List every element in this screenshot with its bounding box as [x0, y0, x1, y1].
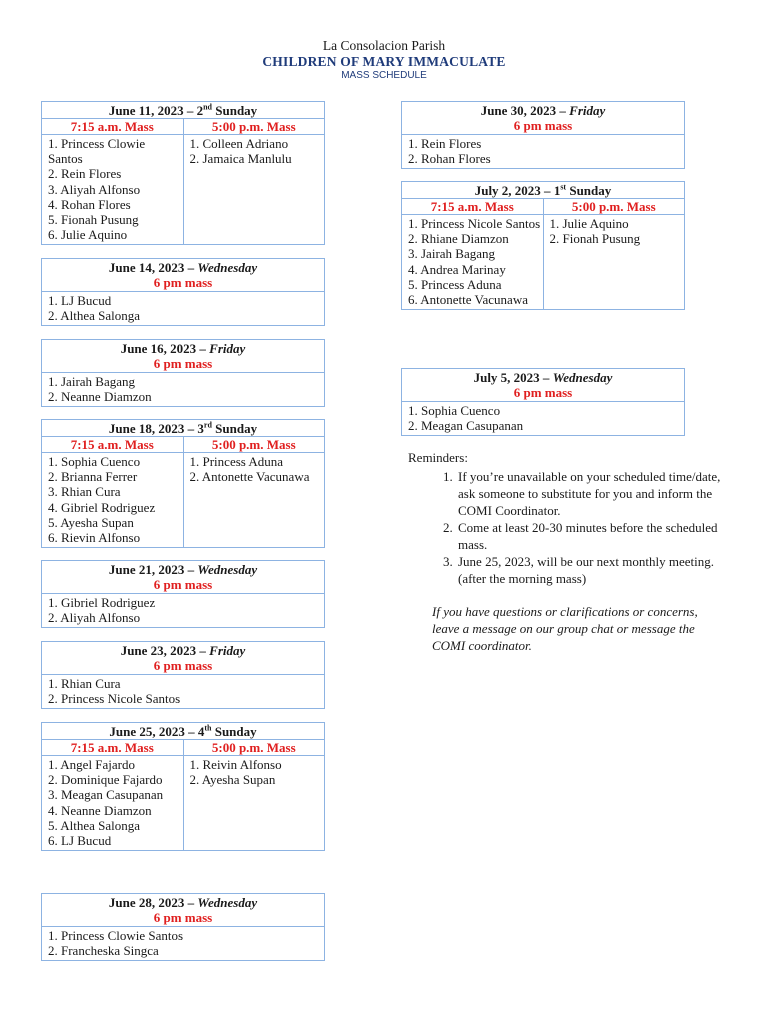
- schedule-title: June 18, 2023 – 3rd Sunday: [108, 420, 258, 436]
- name-list: [402, 215, 543, 309]
- list-item: 1. Princess Clowie Santos: [48, 136, 146, 167]
- list-item: 1. Sophia Cuenco: [408, 403, 501, 418]
- reminders-title: Reminders:: [408, 450, 468, 465]
- name-list: [402, 135, 684, 168]
- list-item: 2. Meagan Casupanan: [408, 418, 524, 434]
- schedule-title: June 11, 2023 – 2nd Sunday: [108, 102, 258, 118]
- parish-name: La Consolacion Parish: [322, 38, 446, 53]
- name-list: [184, 756, 325, 789]
- list-item: 4. Neanne Diamzon: [48, 802, 152, 818]
- list-item: 1. Rein Flores: [408, 136, 482, 151]
- pm-mass-column: 5:00 p.m. Mass 1. Colleen Adriano 2. Jamaica Manlulu: [183, 119, 325, 244]
- list-item: 2. Rohan Flores: [408, 151, 491, 167]
- am-mass-column: 7:15 a.m. Mass 1. Princess Nicole Santos 2. Rhiane Diamzon 3. Jairah Bagang 4. Andrea Marinay 5. Princess Aduna 6. Antonette Vacunawa: [402, 199, 543, 309]
- schedule-title: June 28, 2023 – Wednesday: [108, 895, 258, 910]
- pm-mass-column: 5:00 p.m. Mass 1. Princess Aduna 2. Antonette Vacunawa: [183, 437, 325, 547]
- name-list: [42, 675, 324, 708]
- schedule-july-5: [401, 368, 685, 436]
- mass-time: 6 pm mass: [513, 385, 573, 400]
- list-item: 1. Sophia Cuenco: [48, 454, 141, 469]
- list-item: 6. Rievin Alfonso: [48, 530, 141, 546]
- list-item: 2. Dominique Fajardo: [48, 772, 163, 788]
- name-list: [42, 453, 183, 547]
- pm-mass-column: 5:00 p.m. Mass 1. Reivin Alfonso 2. Ayesha Supan: [183, 740, 325, 850]
- schedule-july-2: [401, 181, 685, 310]
- list-item: 1. Julie Aquino: [549, 216, 629, 231]
- reminders-section: [408, 449, 728, 654]
- reminder-item: 2. Come at least 20-30 minutes before the scheduled mass.: [456, 519, 728, 553]
- mass-time: 6 pm mass: [153, 356, 213, 371]
- list-item: 4. Gibriel Rodriguez: [48, 499, 156, 515]
- schedule-title: June 25, 2023 – 4th Sunday: [109, 723, 257, 739]
- list-item: 1. Rhian Cura: [48, 676, 121, 691]
- list-item: 6. LJ Bucud: [48, 833, 112, 849]
- list-item: 1. Gibriel Rodriguez: [48, 595, 156, 610]
- list-item: 6. Julie Aquino: [48, 227, 128, 243]
- name-list: [184, 453, 325, 486]
- list-item: 3. Rhian Cura: [48, 484, 121, 500]
- name-list: [42, 927, 324, 960]
- schedule-june-14: [41, 258, 325, 326]
- list-item: 1. Princess Clowie Santos: [48, 928, 184, 943]
- list-item: 4. Rohan Flores: [48, 196, 131, 212]
- name-list: [42, 756, 183, 850]
- reminder-item: 1. If you’re unavailable on your scheduled time/date, ask someone to substitute for you and inform the COMI Coordinator.: [456, 468, 728, 519]
- list-item: 3. Jairah Bagang: [408, 246, 496, 262]
- mass-time: 6 pm mass: [153, 577, 213, 592]
- list-item: 1. LJ Bucud: [48, 293, 112, 308]
- list-item: 1. Princess Aduna: [189, 454, 284, 469]
- reminders-list: [408, 468, 728, 587]
- am-mass-column: 7:15 a.m. Mass 1. Angel Fajardo 2. Dominique Fajardo 3. Meagan Casupanan 4. Neanne Diamzon 5. Althea Salonga 6. LJ Bucud: [42, 740, 183, 850]
- schedule-title: June 21, 2023 – Wednesday: [108, 562, 258, 577]
- list-item: 2. Aliyah Alfonso: [48, 610, 141, 626]
- list-item: 2. Brianna Ferrer: [48, 469, 138, 485]
- reminder-item: 3. June 25, 2023, will be our next monthly meeting. (after the morning mass): [456, 553, 728, 587]
- schedule-june-18: [41, 419, 325, 548]
- schedule-title: June 16, 2023 – Friday: [120, 341, 246, 356]
- name-list: [42, 135, 183, 244]
- list-item: 2. Ayesha Supan: [189, 772, 276, 788]
- list-item: 2. Althea Salonga: [48, 308, 141, 324]
- schedule-title: June 30, 2023 – Friday: [480, 103, 606, 118]
- mass-time: 6 pm mass: [153, 658, 213, 673]
- list-item: 2. Neanne Diamzon: [48, 389, 152, 405]
- list-item: 5. Fionah Pusung: [48, 212, 139, 228]
- schedule-title: June 14, 2023 – Wednesday: [108, 260, 258, 275]
- list-item: 3. Meagan Casupanan: [48, 787, 164, 803]
- list-item: 1. Princess Nicole Santos: [408, 216, 541, 231]
- list-item: 1. Jairah Bagang: [48, 374, 136, 389]
- list-item: 4. Andrea Marinay: [408, 261, 506, 277]
- pm-mass-column: 5:00 p.m. Mass 1. Julie Aquino 2. Fionah Pusung: [543, 199, 685, 309]
- list-item: 2. Antonette Vacunawa: [189, 469, 310, 485]
- schedule-june-21: [41, 560, 325, 628]
- list-item: 6. Antonette Vacunawa: [408, 292, 528, 308]
- schedule-june-30: [401, 101, 685, 169]
- schedule-june-11: [41, 101, 325, 245]
- list-item: 1. Angel Fajardo: [48, 757, 136, 772]
- name-list: [184, 135, 325, 168]
- list-item: 2. Francheska Singca: [48, 943, 159, 959]
- schedule-title: July 2, 2023 – 1st Sunday: [474, 182, 612, 198]
- list-item: 5. Princess Aduna: [408, 276, 502, 292]
- mass-time: 6 pm mass: [153, 275, 213, 290]
- list-item: 2. Jamaica Manlulu: [189, 151, 292, 167]
- list-item: 2. Fionah Pusung: [549, 231, 641, 247]
- schedule-title: June 23, 2023 – Friday: [120, 643, 246, 658]
- mass-time: 6 pm mass: [513, 118, 573, 133]
- list-item: 2. Rhiane Diamzon: [408, 231, 509, 247]
- list-item: 2. Princess Nicole Santos: [48, 691, 181, 707]
- list-item: 1. Reivin Alfonso: [189, 757, 282, 772]
- schedule-title: July 5, 2023 – Wednesday: [473, 370, 613, 385]
- list-item: 5. Althea Salonga: [48, 817, 141, 833]
- am-mass-column: 7:15 a.m. Mass 1. Princess Clowie Santos 2. Rein Flores 3. Aliyah Alfonso 4. Rohan Flores 5. Fionah Pusung 6. Julie Aquino: [42, 119, 183, 244]
- am-mass-column: 7:15 a.m. Mass 1. Sophia Cuenco 2. Brianna Ferrer 3. Rhian Cura 4. Gibriel Rodriguez 5. Ayesha Supan 6. Rievin Alfonso: [42, 437, 183, 547]
- organization-title: CHILDREN OF MARY IMMACULATE: [262, 54, 506, 69]
- contact-note: If you have questions or clarifications or concerns, leave a message on our group chat or message the COMI coordinator.: [432, 604, 698, 653]
- schedule-june-28: [41, 893, 325, 961]
- schedule-june-23: [41, 641, 325, 709]
- name-list: [544, 215, 685, 248]
- name-list: [42, 594, 324, 627]
- schedule-june-25: [41, 722, 325, 851]
- list-item: 1. Colleen Adriano: [189, 136, 289, 151]
- schedule-subtitle: MASS SCHEDULE: [341, 70, 427, 81]
- name-list: [42, 373, 324, 406]
- name-list: [42, 292, 324, 325]
- schedule-june-16: [41, 339, 325, 407]
- name-list: [402, 402, 684, 435]
- list-item: 5. Ayesha Supan: [48, 514, 134, 530]
- mass-time: 6 pm mass: [153, 910, 213, 925]
- list-item: 2. Rein Flores: [48, 166, 122, 182]
- list-item: 3. Aliyah Alfonso: [48, 181, 141, 197]
